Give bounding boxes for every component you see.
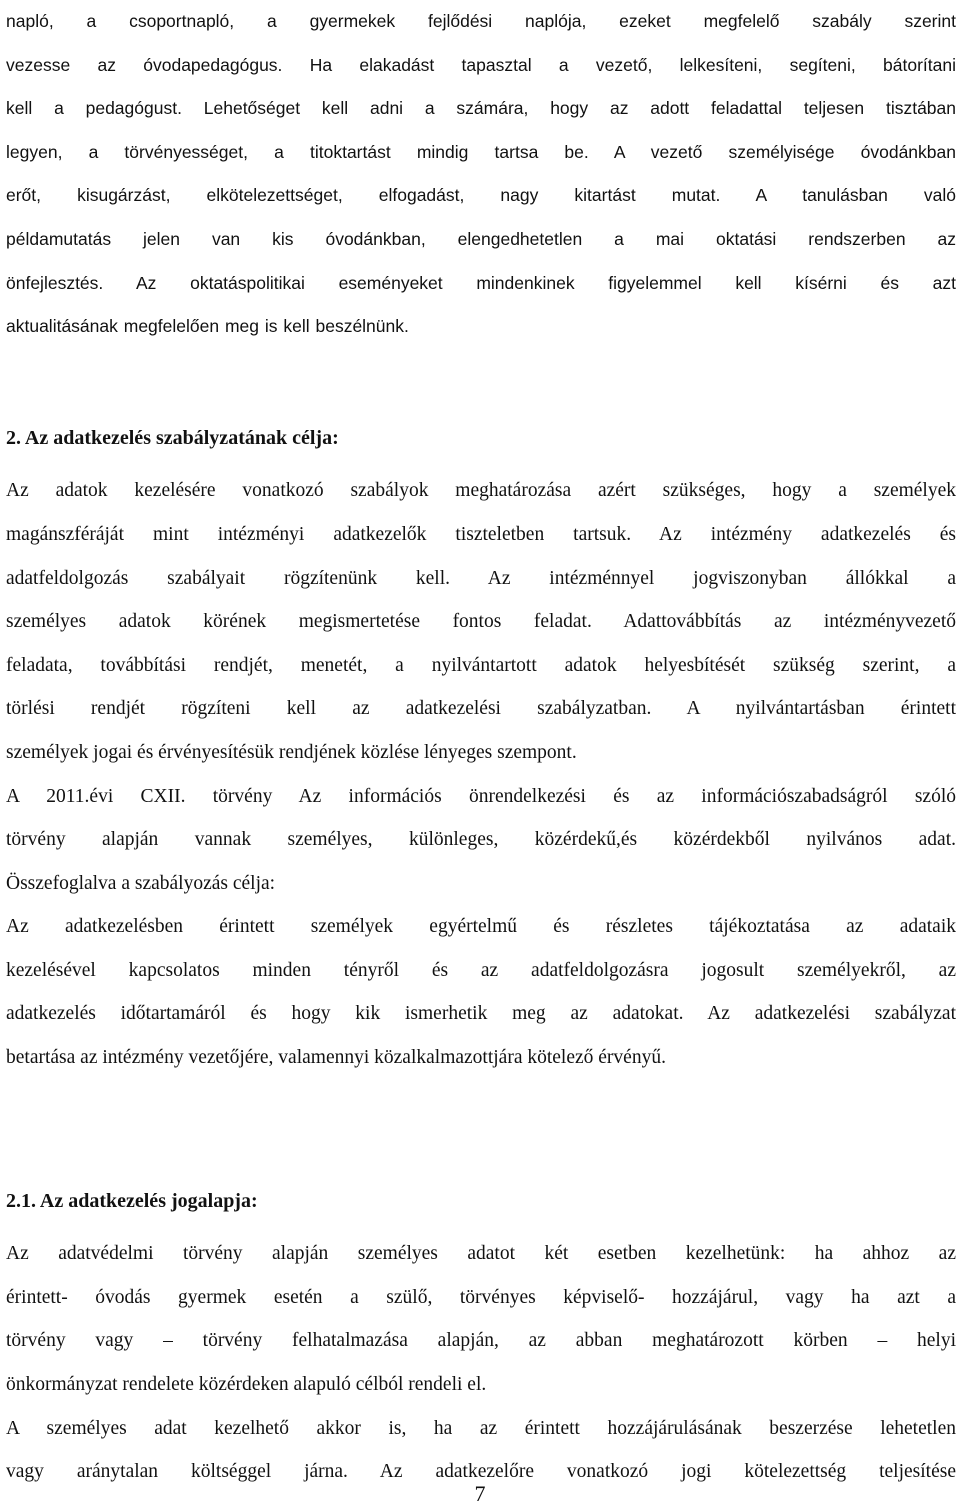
text-line: törvény vagy – törvény felhatalmazása alapján, az abban meghatározott körben – helyi: [6, 1330, 956, 1352]
page-number: 7: [474, 1481, 486, 1506]
spacer: [6, 349, 956, 417]
text-line: feladata, továbbítási rendjét, menetét, a nyilvántartott adatok helyesbítését szükség szerint, a: [6, 654, 956, 676]
text-line: vagy aránytalan költséggel járna. Az adatkezelőre vonatkozó jogi kötelezettség teljesítése: [6, 1461, 956, 1483]
text-line: vezesse az óvodapedagógus. Ha elakadást tapasztal a vezető, lelkesíteni, segíteni, bátorítani: [6, 54, 956, 75]
text-line: napló, a csoportnapló, a gyermekek fejlődési naplója, ezeket megfelelő szabály szerint: [6, 11, 956, 31]
text-line: Az adatok kezelésére vonatkozó szabályok meghatározása azért szükséges, hogy a személyek: [6, 480, 956, 502]
text-line: személyek jogai és érvényesítésük rendjének közlése lényeges szempont.: [6, 741, 577, 763]
text-line: A személyes adat kezelhető akkor is, ha az érintett hozzájárulásának beszerzése lehetetlen: [6, 1417, 956, 1439]
text-line: aktualitásának megfelelően meg is kell beszélnünk.: [6, 316, 409, 337]
subsection-heading: 2.1. Az adatkezelés jogalapja:: [6, 1189, 258, 1212]
text-line: A 2011.évi CXII. törvény Az információs önrendelkezési és az információszabadságról szóló: [6, 785, 956, 807]
text-line: legyen, a törvényességet, a titoktartást mindig tartsa be. A vezető személyisége óvodánkban: [6, 141, 956, 162]
text-line: adatkezelés időtartamáról és hogy kik ismerhetik meg az adatokat. Az adatkezelési szabályzat: [6, 1003, 956, 1025]
text-line: erőt, kisugárzást, elkötelezettséget, elfogadást, nagy kitartást mutat. A tanulásban való: [6, 185, 956, 206]
text-line: önfejlesztés. Az oktatáspolitikai eseményeket mindenkinek figyelemmel kell kísérni és azt: [6, 272, 956, 293]
text-line: Összefoglalva a szabályozás célja:: [6, 872, 276, 894]
text-line: önkormányzat rendelete közérdeken alapuló célból rendeli el.: [6, 1374, 487, 1396]
text-line: érintett- óvodás gyermek esetén a szülő, törvényes képviselő- hozzájárul, vagy ha azt a: [6, 1286, 956, 1308]
text-line: törvény alapján vannak személyes, különleges, közérdekű,és közérdekből nyilvános adat.: [6, 829, 956, 851]
text-line: Az adatvédelmi törvény alapján személyes adatot két esetben kezelhetünk: ha ahhoz az: [6, 1243, 956, 1265]
text-line: személyes adatok körének megismertetése fontos feladat. Adattovábbítás az intézményvezető: [6, 611, 956, 633]
text-line: adatfeldolgozás szabályait rögzítenünk kell. Az intézménnyel jogviszonyban állókkal a: [6, 567, 956, 589]
text-line: kezelésével kapcsolatos minden tényről és az adatfeldolgozásra jogosult személyekről, az: [6, 959, 956, 981]
text-line: törlési rendjét rögzíteni kell az adatkezelési szabályzatban. A nyilvántartásban érintett: [6, 698, 956, 720]
text-line: magánszféráját mint intézményi adatkezelők tiszteletben tartsuk. Az intézmény adatkezelés és: [6, 523, 956, 545]
subsection-paragraph: [6, 1232, 956, 1494]
text-line: példamutatás jelen van kis óvodánkban, elengedhetetlen a mai oktatási rendszerben az: [6, 228, 956, 249]
spacer: [6, 1080, 956, 1180]
intro-paragraph: [6, 0, 956, 349]
text-line: betartása az intézmény vezetőjére, valamennyi közalkalmazottjára kötelező érvényű.: [6, 1047, 666, 1069]
section-heading: 2. Az adatkezelés szabályzatának célja:: [6, 426, 339, 449]
section-paragraph: [6, 469, 956, 1079]
text-line: kell a pedagógust. Lehetőséget kell adni a számára, hogy az adott feladattal teljesen tisztában: [6, 98, 956, 119]
document-page: [6, 0, 956, 1494]
text-line: Az adatkezelésben érintett személyek egyértelmű és részletes tájékoztatása az adataik: [6, 916, 956, 938]
